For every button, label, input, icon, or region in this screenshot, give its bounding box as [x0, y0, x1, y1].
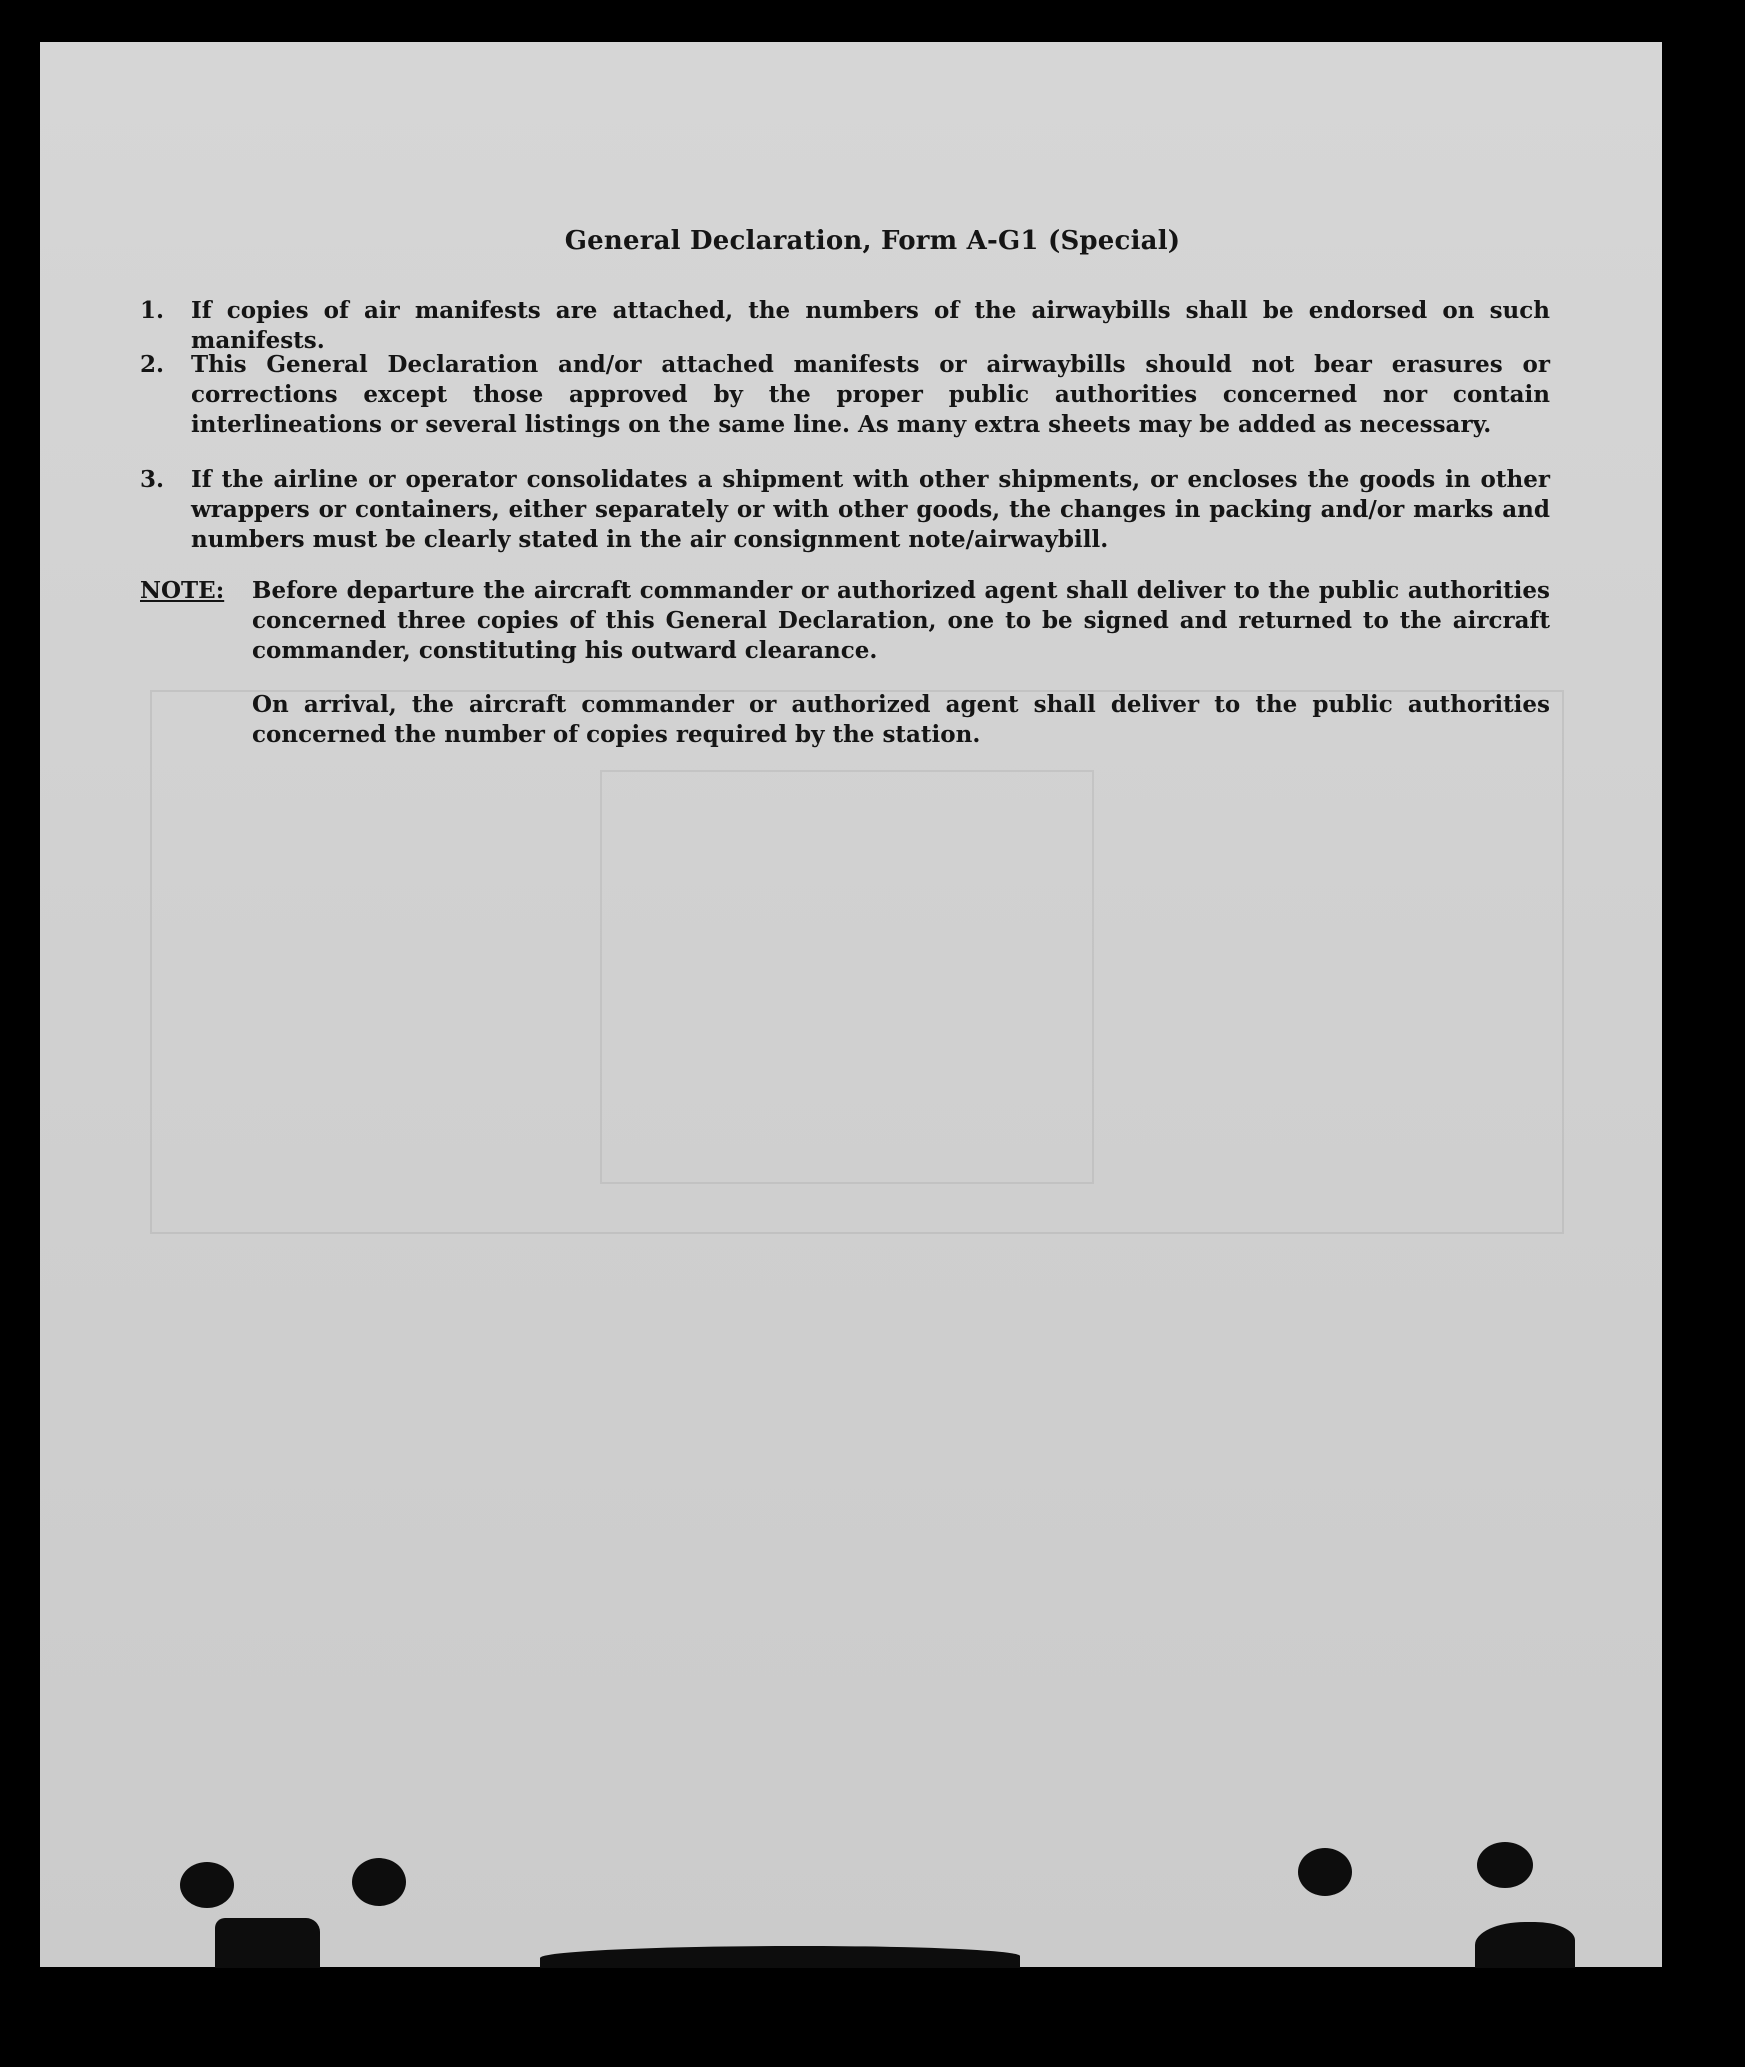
- item-text: If the airline or operator consolidates a shipment with other shipments, or encloses the goods in other wrappers or containers, either separately or with other goods, the changes in packing and/or marks and numbers must be clearly stated in the air consignment note/airwaybill.: [191, 466, 1550, 553]
- item-number: 3.: [140, 466, 165, 493]
- document-title: General Declaration, Form A-G1 (Special): [564, 226, 1181, 256]
- note-label: NOTE:: [140, 577, 225, 604]
- note-paragraph-arrival: On arrival, the aircraft commander or authorized agent shall deliver to the public authorities concerned the number of copies required by the station.: [252, 691, 1550, 748]
- item-text: If copies of air manifests are attached, the numbers of the airwaybills shall be endorsed on such manifests.: [191, 297, 1550, 354]
- punch-hole: [180, 1862, 234, 1908]
- punch-hole: [352, 1858, 406, 1906]
- note-paragraph-departure: Before departure the aircraft commander or authorized agent shall deliver to the public authorities concerned three copies of this General Declaration, one to be signed and returned to the aircraft commander, constituting his outward clearance.: [252, 577, 1550, 664]
- punch-hole: [1477, 1842, 1533, 1888]
- punch-hole: [1298, 1848, 1352, 1896]
- torn-edge: [1475, 1922, 1575, 1968]
- show-through-form-inner-box: [600, 770, 1094, 1184]
- item-text: This General Declaration and/or attached manifests or airwaybills should not bear erasures or corrections except those approved by the proper public authorities concerned nor contain interlineations or several listings on the same line. As many extra sheets may be added as necessary.: [191, 351, 1550, 438]
- torn-edge: [540, 1946, 1020, 1968]
- torn-edge: [215, 1918, 320, 1968]
- item-number: 2.: [140, 351, 165, 378]
- item-number: 1.: [140, 297, 165, 324]
